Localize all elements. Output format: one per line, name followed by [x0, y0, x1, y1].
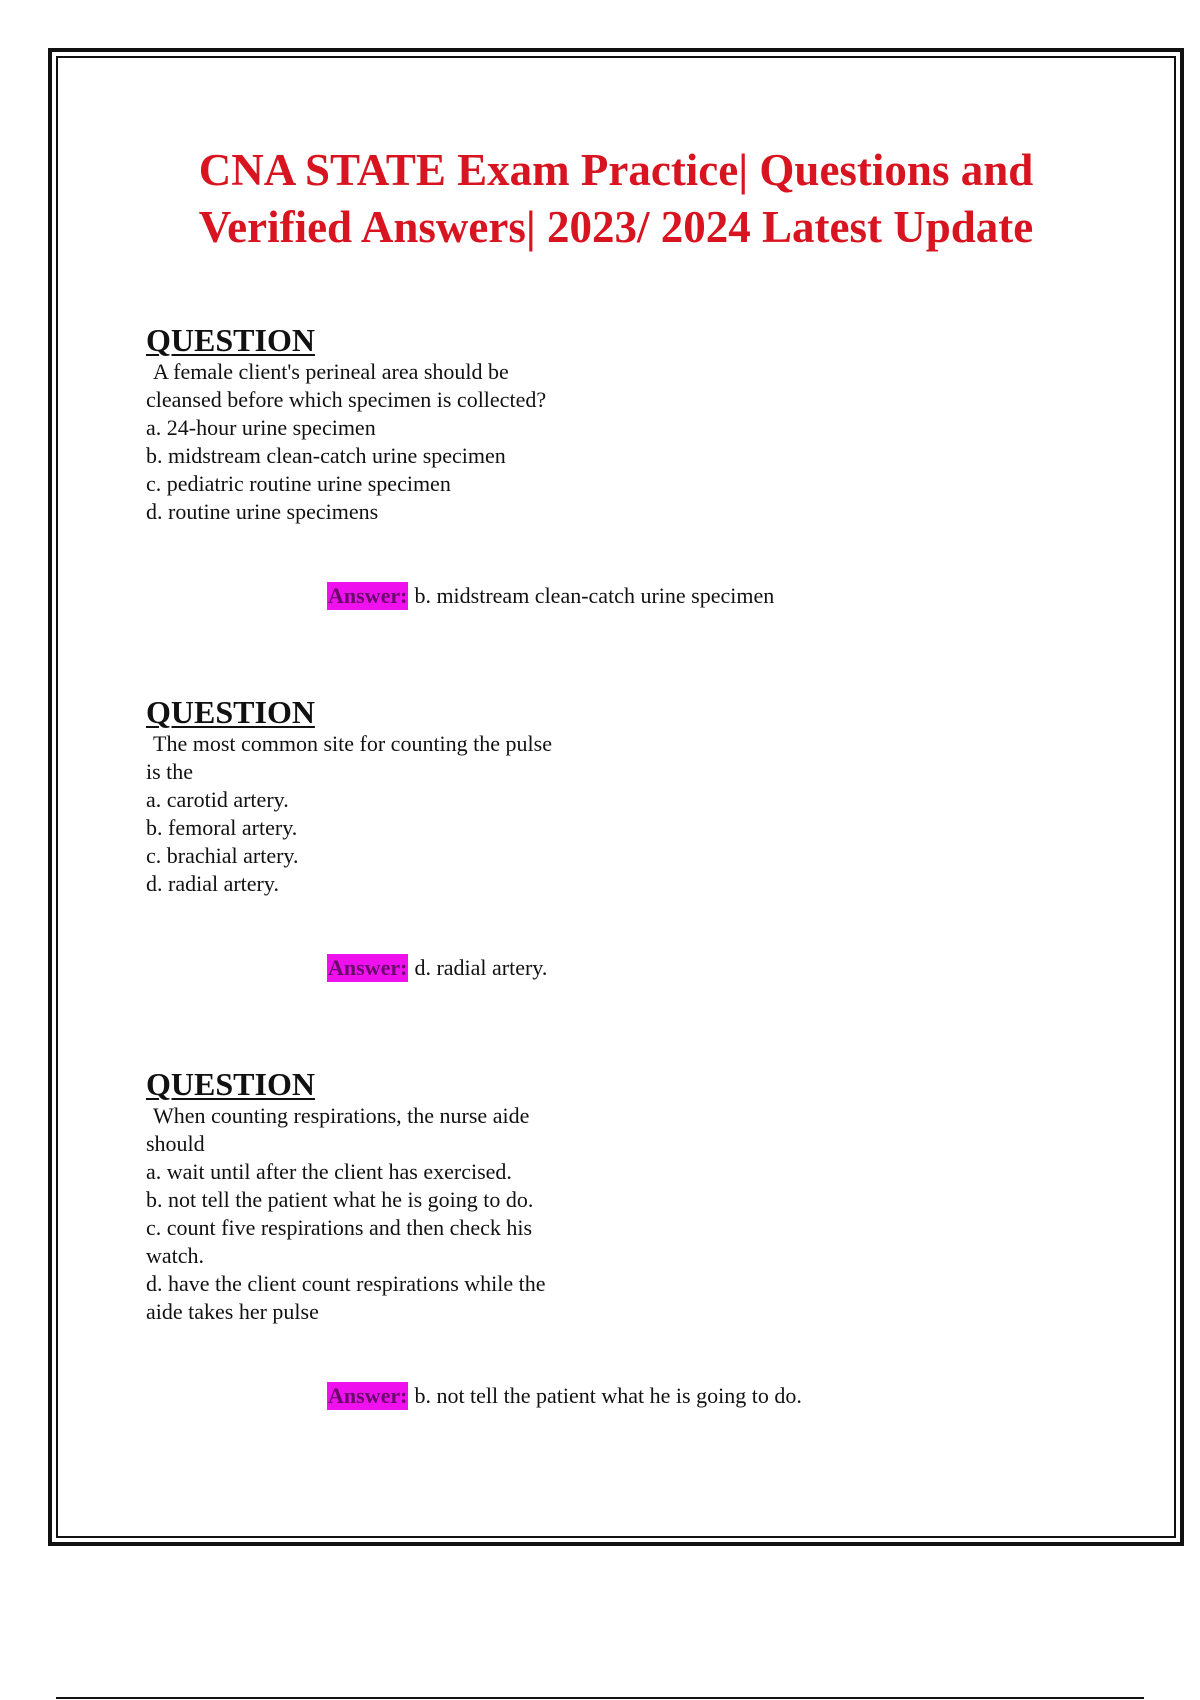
question-1	[146, 322, 766, 526]
question-1-heading: QUESTION	[146, 322, 315, 358]
question-1-option-a: a. 24-hour urine specimen	[146, 415, 376, 440]
question-2-prompt-line-1: The most common site for counting the pulse	[153, 731, 552, 756]
question-1-prompt-line-2: cleansed before which specimen is collected?	[146, 387, 547, 412]
answer-label-3: Answer:	[328, 1383, 408, 1408]
question-2	[146, 694, 766, 898]
question-3-prompt-line-2: should	[146, 1131, 205, 1156]
question-2-heading: QUESTION	[146, 694, 315, 730]
answer-text-2: d. radial artery.	[414, 955, 548, 980]
question-3-option-b: b. not tell the patient what he is going to do.	[146, 1187, 534, 1212]
answer-label-2: Answer:	[328, 955, 408, 980]
question-2-option-b: b. femoral artery.	[146, 815, 298, 840]
footer-divider	[56, 1697, 1144, 1699]
answer-text-1: b. midstream clean-catch urine specimen	[414, 583, 775, 608]
document-title	[56, 142, 1176, 256]
question-3-option-a: a. wait until after the client has exercised.	[146, 1159, 512, 1184]
question-2-option-c: c. brachial artery.	[146, 843, 299, 868]
question-3-option-c-line-2: watch.	[146, 1243, 205, 1268]
question-3-option-d-line-2: aide takes her pulse	[146, 1299, 319, 1324]
title-line-1: CNA STATE Exam Practice| Questions and	[198, 145, 1034, 195]
answer-text-3: b. not tell the patient what he is going to do.	[414, 1383, 802, 1408]
question-3-option-c-line-1: c. count five respirations and then check his	[146, 1215, 533, 1240]
answer-label-1: Answer:	[328, 583, 408, 608]
question-2-prompt-line-2: is the	[146, 759, 194, 784]
question-3-answer	[327, 1382, 802, 1410]
question-3	[146, 1066, 766, 1326]
question-2-option-d: d. radial artery.	[146, 871, 279, 896]
title-line-2: Verified Answers| 2023/ 2024 Latest Update	[198, 202, 1034, 252]
question-1-option-b: b. midstream clean-catch urine specimen	[146, 443, 506, 468]
question-3-option-d-line-1: d. have the client count respirations while the	[146, 1271, 546, 1296]
question-1-option-d: d. routine urine specimens	[146, 499, 379, 524]
question-1-option-c: c. pediatric routine urine specimen	[146, 471, 451, 496]
question-2-option-a: a. carotid artery.	[146, 787, 289, 812]
question-2-answer	[327, 954, 547, 982]
question-3-prompt-line-1: When counting respirations, the nurse aide	[153, 1103, 530, 1128]
question-1-answer	[327, 582, 774, 610]
question-3-heading: QUESTION	[146, 1066, 315, 1102]
question-1-prompt-line-1: A female client's perineal area should be	[153, 359, 509, 384]
